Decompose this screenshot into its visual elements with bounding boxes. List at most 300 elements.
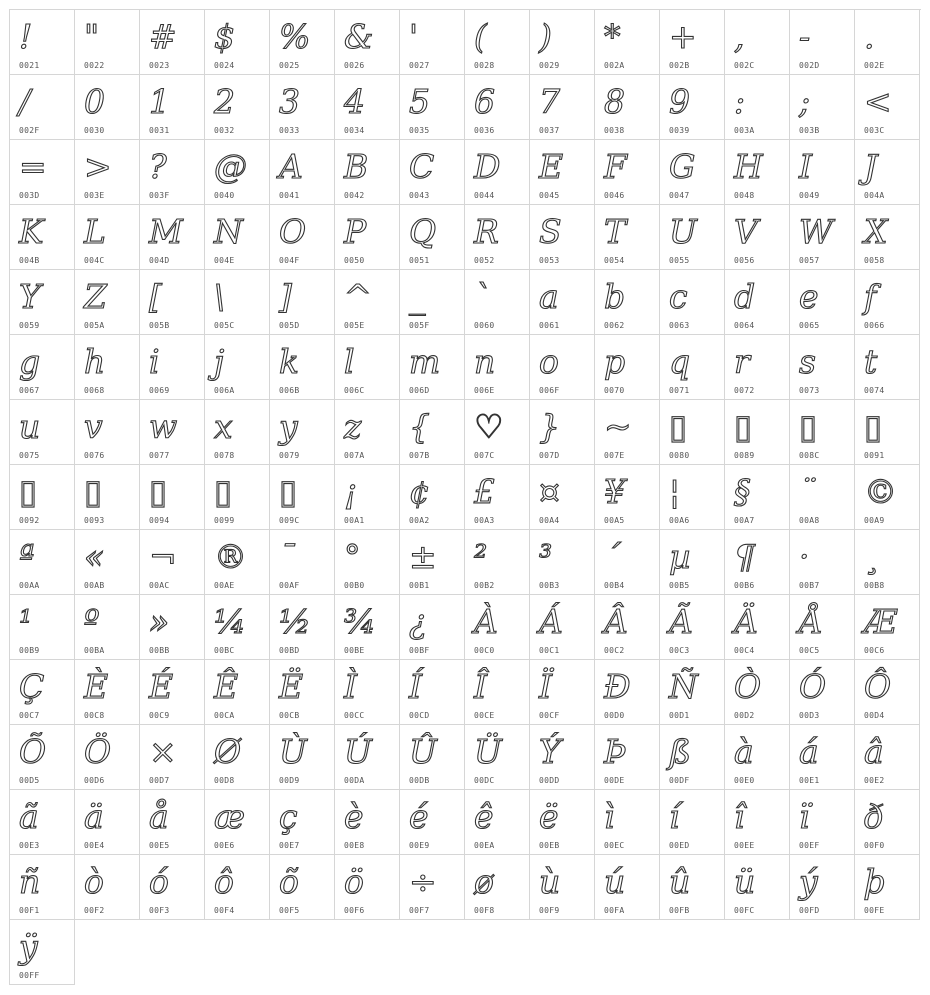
glyph-character: } xyxy=(539,407,560,446)
glyph-character: ▯ xyxy=(734,407,753,446)
glyph-cell xyxy=(400,660,465,725)
glyph-codepoint: 003E xyxy=(84,191,105,200)
glyph-codepoint: 0022 xyxy=(84,61,105,70)
glyph-cell xyxy=(790,465,855,530)
glyph-cell xyxy=(530,400,595,465)
glyph-character: ë xyxy=(539,797,559,836)
glyph-codepoint: 0093 xyxy=(84,516,105,525)
glyph-character: ▯ xyxy=(214,472,233,511)
glyph-character: l xyxy=(344,342,355,381)
glyph-character: ¬ xyxy=(149,537,177,576)
glyph-codepoint: 00C3 xyxy=(669,646,690,655)
glyph-character: ¸ xyxy=(864,537,881,576)
glyph-cell xyxy=(400,10,465,75)
glyph-character: N xyxy=(214,212,243,251)
glyph-character: ð xyxy=(864,797,884,836)
glyph-cell xyxy=(855,465,920,530)
glyph-codepoint: 00BA xyxy=(84,646,105,655)
glyph-codepoint: 0033 xyxy=(279,126,300,135)
glyph-cell xyxy=(140,75,205,140)
glyph-character: A xyxy=(279,147,303,186)
glyph-character: s xyxy=(799,342,816,381)
glyph-character: È xyxy=(84,667,109,706)
glyph-codepoint: 00D5 xyxy=(19,776,40,785)
glyph-character: · xyxy=(799,537,810,576)
glyph-character: ) xyxy=(539,17,552,56)
glyph-codepoint: 0026 xyxy=(344,61,365,70)
glyph-character: ♡ xyxy=(474,407,504,446)
glyph-character: $ xyxy=(214,17,235,56)
glyph-character: ³ xyxy=(539,537,553,576)
glyph-character: ò xyxy=(84,862,104,901)
glyph-codepoint: 00D4 xyxy=(864,711,885,720)
glyph-character: ² xyxy=(474,537,488,576)
glyph-character: b xyxy=(604,277,626,316)
glyph-cell xyxy=(530,270,595,335)
glyph-codepoint: 00FE xyxy=(864,906,885,915)
glyph-character: C xyxy=(409,147,435,186)
glyph-character: Þ xyxy=(604,732,627,771)
glyph-codepoint: 006F xyxy=(539,386,560,395)
glyph-cell xyxy=(205,270,270,335)
glyph-cell xyxy=(75,335,140,400)
glyph-character: , xyxy=(734,17,745,56)
glyph-cell xyxy=(790,140,855,205)
glyph-cell xyxy=(595,75,660,140)
glyph-codepoint: 005B xyxy=(149,321,170,330)
glyph-codepoint: 006A xyxy=(214,386,235,395)
glyph-codepoint: 0028 xyxy=(474,61,495,70)
glyph-cell xyxy=(270,855,335,920)
glyph-cell xyxy=(595,270,660,335)
glyph-character: ¾ xyxy=(344,602,376,641)
glyph-codepoint: 00B0 xyxy=(344,581,365,590)
glyph-cell xyxy=(660,855,725,920)
glyph-character: ø xyxy=(474,862,494,901)
glyph-cell xyxy=(10,465,75,530)
glyph-codepoint: 00D3 xyxy=(799,711,820,720)
glyph-character: ° xyxy=(344,537,361,576)
glyph-cell xyxy=(790,725,855,790)
glyph-codepoint: 0078 xyxy=(214,451,235,460)
glyph-cell xyxy=(335,855,400,920)
glyph-codepoint: 0052 xyxy=(474,256,495,265)
glyph-character: Q xyxy=(409,212,437,251)
glyph-cell xyxy=(530,140,595,205)
glyph-character: ¦ xyxy=(669,472,681,511)
glyph-codepoint: 00B7 xyxy=(799,581,820,590)
glyph-character: û xyxy=(669,862,691,901)
glyph-character: « xyxy=(84,537,105,576)
glyph-cell xyxy=(75,205,140,270)
glyph-codepoint: 0076 xyxy=(84,451,105,460)
glyph-cell xyxy=(335,140,400,205)
glyph-character: £ xyxy=(474,472,495,511)
glyph-character: ¿ xyxy=(409,602,427,641)
glyph-cell xyxy=(595,790,660,855)
glyph-character: D xyxy=(474,147,501,186)
glyph-cell xyxy=(335,725,400,790)
glyph-cell xyxy=(140,205,205,270)
glyph-character: F xyxy=(604,147,627,186)
glyph-cell xyxy=(595,660,660,725)
glyph-character: À xyxy=(474,602,498,641)
glyph-codepoint: 003F xyxy=(149,191,170,200)
glyph-cell xyxy=(205,725,270,790)
glyph-cell xyxy=(660,465,725,530)
glyph-cell xyxy=(725,725,790,790)
glyph-character: ô xyxy=(214,862,234,901)
glyph-cell xyxy=(400,530,465,595)
glyph-cell xyxy=(205,10,270,75)
glyph-cell xyxy=(10,595,75,660)
glyph-codepoint: 00BB xyxy=(149,646,170,655)
glyph-character: ^ xyxy=(344,277,372,316)
glyph-codepoint: 004D xyxy=(149,256,170,265)
glyph-character: ± xyxy=(409,537,437,576)
glyph-codepoint: 00AE xyxy=(214,581,235,590)
glyph-character: K xyxy=(19,212,44,251)
glyph-codepoint: 00C0 xyxy=(474,646,495,655)
glyph-cell xyxy=(855,270,920,335)
glyph-character: P xyxy=(344,212,367,251)
glyph-character: I xyxy=(799,147,813,186)
glyph-codepoint: 00F7 xyxy=(409,906,430,915)
glyph-codepoint: 00DD xyxy=(539,776,560,785)
glyph-character: ó xyxy=(149,862,169,901)
glyph-character: ª xyxy=(19,537,35,576)
glyph-character: o xyxy=(539,342,559,381)
glyph-character: _ xyxy=(409,277,426,316)
glyph-cell xyxy=(465,725,530,790)
glyph-codepoint: 00E7 xyxy=(279,841,300,850)
glyph-cell xyxy=(75,140,140,205)
glyph-cell xyxy=(270,10,335,75)
glyph-character: Ä xyxy=(734,602,758,641)
glyph-codepoint: 00A3 xyxy=(474,516,495,525)
glyph-cell xyxy=(205,790,270,855)
glyph-codepoint: 0063 xyxy=(669,321,690,330)
glyph-codepoint: 00AF xyxy=(279,581,300,590)
glyph-cell xyxy=(10,205,75,270)
glyph-character: : xyxy=(734,82,746,121)
glyph-codepoint: 006E xyxy=(474,386,495,395)
glyph-codepoint: 0071 xyxy=(669,386,690,395)
glyph-cell xyxy=(855,725,920,790)
glyph-codepoint: 00EC xyxy=(604,841,625,850)
glyph-codepoint: 00A2 xyxy=(409,516,430,525)
glyph-cell xyxy=(660,335,725,400)
glyph-character: Ç xyxy=(19,667,45,706)
glyph-codepoint: 0062 xyxy=(604,321,625,330)
glyph-character: ì xyxy=(604,797,615,836)
glyph-cell xyxy=(75,75,140,140)
glyph-cell xyxy=(855,335,920,400)
glyph-cell xyxy=(660,530,725,595)
glyph-character: ▯ xyxy=(799,407,818,446)
glyph-cell xyxy=(725,465,790,530)
glyph-character: O xyxy=(279,212,307,251)
glyph-character: Ù xyxy=(279,732,307,771)
glyph-cell xyxy=(400,205,465,270)
glyph-cell xyxy=(400,140,465,205)
glyph-codepoint: 0027 xyxy=(409,61,430,70)
glyph-cell xyxy=(10,10,75,75)
glyph-cell xyxy=(855,400,920,465)
glyph-cell xyxy=(595,140,660,205)
glyph-codepoint: 0056 xyxy=(734,256,755,265)
glyph-codepoint: 00D2 xyxy=(734,711,755,720)
glyph-character: ▯ xyxy=(669,407,688,446)
glyph-codepoint: 00D9 xyxy=(279,776,300,785)
glyph-codepoint: 00E4 xyxy=(84,841,105,850)
glyph-cell xyxy=(660,10,725,75)
glyph-cell xyxy=(855,530,920,595)
glyph-codepoint: 00F6 xyxy=(344,906,365,915)
glyph-codepoint: 00A6 xyxy=(669,516,690,525)
glyph-character: 6 xyxy=(474,82,495,121)
glyph-character: L xyxy=(84,212,106,251)
glyph-character: + xyxy=(669,17,697,56)
glyph-character: à xyxy=(734,732,754,771)
glyph-codepoint: 0030 xyxy=(84,126,105,135)
glyph-character: ä xyxy=(84,797,104,836)
glyph-codepoint: 00F2 xyxy=(84,906,105,915)
glyph-character: E xyxy=(539,147,564,186)
glyph-cell xyxy=(530,335,595,400)
glyph-codepoint: 0058 xyxy=(864,256,885,265)
glyph-cell xyxy=(855,75,920,140)
glyph-character: B xyxy=(344,147,369,186)
glyph-character: h xyxy=(84,342,106,381)
glyph-codepoint: 005F xyxy=(409,321,430,330)
glyph-character: k xyxy=(279,342,299,381)
glyph-cell xyxy=(10,335,75,400)
glyph-codepoint: 00F5 xyxy=(279,906,300,915)
glyph-cell xyxy=(855,10,920,75)
glyph-codepoint: 00BC xyxy=(214,646,235,655)
glyph-character: ▯ xyxy=(19,472,38,511)
glyph-character: d xyxy=(734,277,756,316)
glyph-cell xyxy=(205,75,270,140)
glyph-cell xyxy=(465,335,530,400)
glyph-cell xyxy=(530,595,595,660)
glyph-codepoint: 0064 xyxy=(734,321,755,330)
glyph-codepoint: 00BD xyxy=(279,646,300,655)
glyph-cell xyxy=(205,530,270,595)
glyph-codepoint: 00D7 xyxy=(149,776,170,785)
glyph-cell xyxy=(335,595,400,660)
glyph-character: Ë xyxy=(279,667,304,706)
glyph-character: * xyxy=(604,17,621,56)
glyph-character: Ý xyxy=(539,732,561,771)
glyph-character: j xyxy=(214,342,225,381)
glyph-codepoint: 0050 xyxy=(344,256,365,265)
glyph-codepoint: 00DB xyxy=(409,776,430,785)
glyph-character: T xyxy=(604,212,627,251)
glyph-codepoint: 00DC xyxy=(474,776,495,785)
glyph-cell xyxy=(725,205,790,270)
glyph-cell xyxy=(660,75,725,140)
glyph-character: § xyxy=(734,472,751,511)
glyph-codepoint: 004E xyxy=(214,256,235,265)
glyph-character: S xyxy=(539,212,562,251)
glyph-character: á xyxy=(799,732,819,771)
glyph-cell xyxy=(725,75,790,140)
glyph-codepoint: 00E1 xyxy=(799,776,820,785)
glyph-character: 9 xyxy=(669,82,690,121)
glyph-codepoint: 00FF xyxy=(19,971,40,980)
glyph-codepoint: 00E8 xyxy=(344,841,365,850)
glyph-codepoint: 00CD xyxy=(409,711,430,720)
glyph-character: ; xyxy=(799,82,811,121)
glyph-codepoint: 0067 xyxy=(19,386,40,395)
glyph-cell xyxy=(140,140,205,205)
glyph-codepoint: 00FD xyxy=(799,906,820,915)
glyph-cell xyxy=(465,270,530,335)
glyph-codepoint: 007E xyxy=(604,451,625,460)
glyph-cell xyxy=(400,75,465,140)
glyph-cell xyxy=(465,400,530,465)
glyph-codepoint: 0061 xyxy=(539,321,560,330)
glyph-cell xyxy=(660,725,725,790)
glyph-character: Î xyxy=(474,667,488,706)
glyph-cell xyxy=(335,270,400,335)
glyph-character: / xyxy=(19,82,31,121)
glyph-cell xyxy=(725,660,790,725)
glyph-codepoint: 00A7 xyxy=(734,516,755,525)
glyph-cell xyxy=(335,335,400,400)
glyph-codepoint: 00D8 xyxy=(214,776,235,785)
glyph-character: ▯ xyxy=(149,472,168,511)
glyph-cell xyxy=(725,335,790,400)
glyph-cell xyxy=(595,10,660,75)
glyph-character: Ô xyxy=(864,667,892,706)
glyph-character: w xyxy=(149,407,178,446)
glyph-codepoint: 007B xyxy=(409,451,430,460)
glyph-character: Ñ xyxy=(669,667,698,706)
glyph-cell xyxy=(10,855,75,920)
glyph-codepoint: 0046 xyxy=(604,191,625,200)
glyph-character: Ò xyxy=(734,667,762,706)
glyph-character: é xyxy=(409,797,429,836)
glyph-character: 0 xyxy=(84,82,105,121)
glyph-character: e xyxy=(799,277,819,316)
glyph-cell xyxy=(400,790,465,855)
glyph-character: W xyxy=(799,212,833,251)
glyph-character: M xyxy=(149,212,183,251)
glyph-character: ▯ xyxy=(279,472,298,511)
glyph-character: Å xyxy=(799,602,823,641)
glyph-cell xyxy=(335,660,400,725)
glyph-codepoint: 00F3 xyxy=(149,906,170,915)
glyph-character: 3 xyxy=(279,82,300,121)
glyph-codepoint: 004C xyxy=(84,256,105,265)
glyph-cell xyxy=(400,400,465,465)
glyph-codepoint: 00E9 xyxy=(409,841,430,850)
glyph-codepoint: 009C xyxy=(279,516,300,525)
glyph-cell xyxy=(465,855,530,920)
glyph-cell xyxy=(75,725,140,790)
glyph-character: 5 xyxy=(409,82,430,121)
glyph-cell xyxy=(660,205,725,270)
glyph-character: ] xyxy=(279,277,292,316)
glyph-character: m xyxy=(409,342,441,381)
glyph-character: 4 xyxy=(344,82,365,121)
glyph-character: º xyxy=(84,602,100,641)
glyph-character: ` xyxy=(474,277,491,316)
glyph-codepoint: 00C5 xyxy=(799,646,820,655)
glyph-cell xyxy=(10,660,75,725)
glyph-character: Ï xyxy=(539,667,553,706)
glyph-character: [ xyxy=(149,277,162,316)
glyph-codepoint: 00B1 xyxy=(409,581,430,590)
glyph-codepoint: 00CA xyxy=(214,711,235,720)
glyph-cell xyxy=(530,790,595,855)
glyph-codepoint: 00E2 xyxy=(864,776,885,785)
glyph-cell xyxy=(10,75,75,140)
glyph-cell xyxy=(660,790,725,855)
glyph-character: 2 xyxy=(214,82,235,121)
glyph-codepoint: 00F8 xyxy=(474,906,495,915)
glyph-cell xyxy=(725,530,790,595)
glyph-cell xyxy=(595,335,660,400)
glyph-cell xyxy=(270,75,335,140)
glyph-codepoint: 0035 xyxy=(409,126,430,135)
glyph-codepoint: 00E5 xyxy=(149,841,170,850)
glyph-cell xyxy=(725,400,790,465)
glyph-codepoint: 00F4 xyxy=(214,906,235,915)
glyph-cell xyxy=(400,595,465,660)
glyph-codepoint: 0021 xyxy=(19,61,40,70)
glyph-codepoint: 005D xyxy=(279,321,300,330)
glyph-character: ® xyxy=(214,537,247,576)
glyph-cell xyxy=(140,10,205,75)
glyph-codepoint: 0089 xyxy=(734,451,755,460)
glyph-character: # xyxy=(149,17,177,56)
glyph-character: i xyxy=(149,342,160,381)
glyph-character: { xyxy=(409,407,430,446)
glyph-codepoint: 0070 xyxy=(604,386,625,395)
glyph-character: z xyxy=(344,407,362,446)
glyph-codepoint: 00A5 xyxy=(604,516,625,525)
glyph-codepoint: 00B3 xyxy=(539,581,560,590)
glyph-codepoint: 006B xyxy=(279,386,300,395)
glyph-character: R xyxy=(474,212,499,251)
glyph-cell xyxy=(660,595,725,660)
glyph-character: ç xyxy=(279,797,298,836)
glyph-cell xyxy=(465,10,530,75)
glyph-codepoint: 005A xyxy=(84,321,105,330)
glyph-cell xyxy=(465,530,530,595)
glyph-codepoint: 00AC xyxy=(149,581,170,590)
glyph-character: Û xyxy=(409,732,437,771)
glyph-cell xyxy=(790,790,855,855)
glyph-codepoint: 0059 xyxy=(19,321,40,330)
glyph-codepoint: 007C xyxy=(474,451,495,460)
glyph-character: Â xyxy=(604,602,628,641)
glyph-codepoint: 00F9 xyxy=(539,906,560,915)
glyph-codepoint: 0051 xyxy=(409,256,430,265)
glyph-codepoint: 00C1 xyxy=(539,646,560,655)
glyph-codepoint: 003C xyxy=(864,126,885,135)
glyph-character: æ xyxy=(214,797,246,836)
glyph-codepoint: 00F1 xyxy=(19,906,40,915)
glyph-cell xyxy=(790,205,855,270)
glyph-character: V xyxy=(734,212,758,251)
glyph-character: ½ xyxy=(279,602,311,641)
glyph-character: É xyxy=(149,667,174,706)
